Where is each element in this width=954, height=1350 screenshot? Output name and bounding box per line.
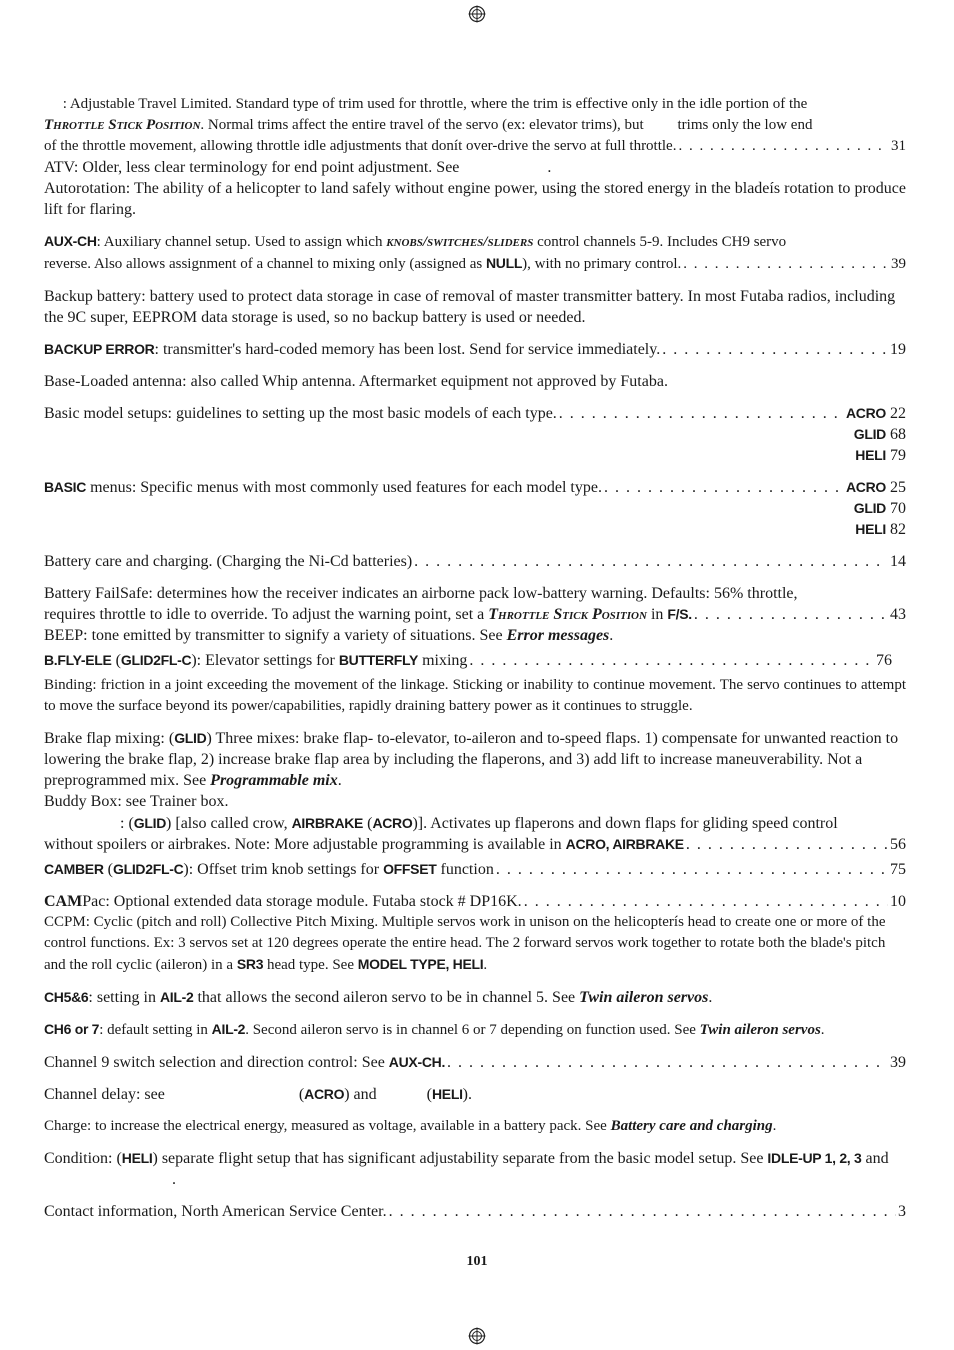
entry-ch67	[44, 1019, 906, 1041]
bfly-page: 76	[876, 652, 892, 669]
ch56-tail: .	[708, 989, 713, 1006]
dot-leader	[662, 339, 888, 360]
entry-aux-ch	[44, 231, 906, 275]
entry-ccpm	[44, 912, 906, 976]
entry-atv	[44, 157, 906, 178]
aux-ch-null: NULL	[486, 255, 523, 271]
charge-tail: .	[772, 1118, 777, 1134]
binding-text: Binding: friction in a joint exceeding the movement of the linkage. Sticking or inability to continue movement. The servo continues to attempt to move the surface beyond its power/capabilities, rapidly draining battery power as it continues to struggle.	[44, 677, 906, 714]
battery-failsafe-in: in	[646, 606, 668, 623]
contact-text: Contact information, North American Service Center.	[44, 1203, 387, 1220]
ail2-term: AIL-2	[159, 989, 194, 1005]
page-ref: 25	[890, 479, 906, 496]
bfly-text2: mixing	[418, 652, 468, 669]
failsafe-term: F/S.	[667, 606, 692, 622]
entry-contact	[44, 1201, 906, 1222]
airbrake-term: AIRBRAKE	[291, 815, 364, 831]
battery-failsafe-line2: requires throttle to idle to override. To adjust the warning point, set a	[44, 606, 489, 623]
model-type-glid: GLID	[853, 426, 886, 442]
aux-ch-ref-knobs: knobs/switches/sliders	[386, 234, 534, 250]
aux-ch-page: 39	[891, 256, 906, 272]
model-type-acro: ACRO	[845, 405, 886, 421]
butterfly-paren: (	[363, 815, 373, 832]
camber-term: CAMBER	[44, 861, 104, 877]
butterfly-line2: without spoilers or airbrakes. Note: More adjustable programming is available in	[44, 836, 566, 853]
entry-basic-menus	[44, 477, 906, 540]
brake-flap-ref: Programmable mix	[210, 772, 338, 789]
dot-leader	[414, 551, 888, 572]
entry-beep	[44, 625, 906, 646]
dot-leader	[524, 891, 888, 912]
model-type-heli: HELI	[855, 447, 886, 463]
bfly-text: ): Elevator settings for	[191, 652, 339, 669]
ch67-tail: .	[820, 1022, 825, 1038]
autorotation-text: Autorotation: The ability of a helicopter to land safely without engine power, using the stored energy in the bladeís rotation to produce lift for flaring.	[44, 180, 906, 218]
buddy-box-text: Buddy Box: see Trainer box.	[44, 793, 229, 810]
beep-text: BEEP: tone emitted by transmitter to signify a variety of situations. See	[44, 627, 507, 644]
butterfly-text: ) [also called crow,	[166, 815, 292, 832]
entry-bfly-ele	[44, 650, 892, 671]
aux-ch-ref: AUX-CH.	[388, 1054, 446, 1070]
entry-buddy-box	[44, 791, 906, 812]
bfly-term: B.FLY-ELE	[44, 652, 112, 668]
condition-tail: .	[172, 1171, 176, 1188]
model-type-heli: HELI	[431, 1086, 463, 1102]
entry-base-loaded	[44, 371, 906, 392]
camber-text2: function	[436, 861, 494, 878]
idle-up-term: IDLE-UP 1, 2, 3	[767, 1150, 862, 1166]
camber-open: (	[103, 861, 113, 878]
atv-text: ATV: Older, less clear terminology for end point adjustment. See	[44, 159, 460, 176]
atl-line1: : Adjustable Travel Limited. Standard type of trim used for throttle, where the trim is effective only in the idle portion of the	[62, 96, 808, 112]
entry-backup-battery	[44, 286, 906, 328]
entry-atl	[44, 94, 906, 157]
battery-care-text: Battery care and charging. (Charging the Ni-Cd batteries)	[44, 553, 413, 570]
model-type-acro: ACRO	[845, 479, 886, 495]
battery-failsafe-page: 43	[890, 606, 906, 623]
entry-battery-failsafe	[44, 583, 906, 625]
atl-page: 31	[891, 138, 906, 154]
entry-basic-model-setups	[44, 403, 906, 466]
delay-text: Channel delay: see	[44, 1086, 165, 1103]
beep-tail: .	[609, 627, 614, 644]
brake-flap-text: Brake flap mixing: (	[44, 730, 175, 747]
brake-flap-tail: .	[337, 772, 342, 789]
dot-leader	[447, 1052, 888, 1073]
offset-term: OFFSET	[383, 861, 437, 877]
aux-ch-term: AUX-CH	[44, 233, 97, 249]
ccpm-tail: .	[483, 957, 488, 973]
model-type-glid: GLID	[174, 730, 207, 746]
ccpm-text2: head type. See	[263, 957, 358, 973]
aux-ch-text3: reverse. Also allows assignment of a channel to mixing only (assigned as	[44, 256, 486, 272]
dot-leader	[559, 403, 844, 424]
glossary-index	[44, 94, 906, 1233]
model-type-heli: HELI	[855, 521, 886, 537]
entry-condition	[44, 1148, 906, 1190]
campac-page: 10	[890, 893, 906, 910]
ch56-text2: that allows the second aileron servo to be in channel 5. See	[193, 989, 580, 1006]
base-loaded-text: Base-Loaded antenna: also called Whip antenna. Aftermarket equipment not approved by Futaba.	[44, 373, 668, 390]
dot-leader	[694, 604, 888, 625]
ccpm-text: CCPM: Cyclic (pitch and roll) Collective Pitch Mixing. Multiple servos work in unison on the helicopterís head to create one or more of the control functions. Ex: 3 servos set at 120 degrees operate the entire head. The 2 forward servos work together to rotate both the blade's pitch and the roll cyclic (aileron) in a	[44, 914, 886, 973]
dot-leader	[686, 834, 888, 855]
ch67-term: CH6 or 7	[44, 1021, 100, 1037]
camber-text: ): Offset trim knob settings for	[183, 861, 384, 878]
dot-leader	[604, 477, 844, 498]
atl-ref-throttle-stick-position: Throttle Stick Position	[44, 117, 201, 133]
dot-leader	[389, 1201, 896, 1222]
aux-ch-text2: control channels 5-9. Includes CH9 servo	[533, 234, 787, 250]
page-ref: 68	[890, 426, 906, 443]
basic-setups-text: Basic model setups: guidelines to setting up the most basic models of each type.	[44, 405, 557, 422]
butterfly-term: BUTTERFLY	[338, 652, 419, 668]
butterfly-open: : (	[120, 815, 134, 832]
backup-error-term: BACKUP ERROR	[44, 341, 155, 357]
charge-ref: Battery care and charging	[610, 1118, 773, 1134]
registration-mark-icon	[468, 1327, 486, 1345]
entry-butterfly	[44, 813, 906, 855]
dot-leader	[678, 136, 889, 157]
page-number: 101	[466, 1254, 488, 1269]
battery-failsafe-line1: Battery FailSafe: determines how the receiver indicates an airborne pack low-battery warning. Defaults: 56% throttle,	[44, 585, 798, 602]
entry-brake-flap	[44, 728, 906, 791]
atl-line3: of the throttle movement, allowing throttle idle adjustments that donít over-drive the servo at full throttle.	[44, 138, 677, 154]
ch56-ref: Twin aileron servos	[579, 989, 709, 1006]
entry-charge	[44, 1116, 906, 1137]
basic-menus-text: menus: Specific menus with most commonly used features for each model type.	[86, 479, 602, 496]
ch9-page: 39	[890, 1054, 906, 1071]
backup-battery-text: Backup battery: battery used to protect data storage in case of removal of master transmitter battery. In most Futaba radios, including the 9C super, EEPROM data storage is used, so no backup battery is used or needed.	[44, 288, 896, 326]
entry-battery-care	[44, 551, 906, 572]
basic-term: BASIC	[44, 479, 87, 495]
model-type-acro: ACRO	[372, 815, 413, 831]
registration-mark-icon	[468, 5, 486, 23]
entry-backup-error	[44, 339, 906, 360]
cam-term: CAM	[44, 893, 83, 910]
ch67-text: : default setting in	[99, 1022, 212, 1038]
entry-campac	[44, 891, 906, 912]
condition-text2: ) separate flight setup that has significant adjustability separate from the basic model setup. See	[152, 1150, 768, 1167]
entry-ch56	[44, 987, 906, 1008]
entry-channel-delay: Channel delay: see (ACRO) and (HELI).	[44, 1086, 472, 1103]
ch9-text: Channel 9 switch selection and direction control: See	[44, 1054, 389, 1071]
camber-page: 75	[890, 861, 906, 878]
backup-error-text: : transmitter's hard-coded memory has been lost. Send for service immediately.	[154, 341, 661, 358]
condition-text: Condition: (	[44, 1150, 122, 1167]
model-type-acro: ACRO	[304, 1086, 345, 1102]
atl-line2: . Normal trims affect the entire travel of the servo (ex: elevator trims), but	[200, 117, 648, 133]
entry-binding	[44, 675, 906, 717]
aux-ch-text1: : Auxiliary channel setup. Used to assign which	[96, 234, 387, 250]
delay-text2: ) and	[344, 1086, 377, 1103]
atv-tail: .	[547, 159, 552, 176]
page-ref: 22	[890, 405, 906, 422]
backup-error-page: 19	[890, 341, 906, 358]
entry-camber	[44, 859, 906, 880]
atl-line2b: trims only the low end	[677, 117, 813, 133]
dot-leader	[683, 254, 889, 275]
butterfly-text2: )]. Activates up flaperons and down flaps for gliding speed control	[412, 815, 838, 832]
dot-leader	[469, 650, 874, 671]
ref-throttle-stick-position: Throttle Stick Position	[488, 606, 647, 623]
ch67-ref: Twin aileron servos	[699, 1022, 821, 1038]
entry-autorotation	[44, 178, 906, 220]
entry-channel-9	[44, 1052, 906, 1073]
campac-text: Pac: Optional extended data storage module. Futaba stock # DP16K.	[82, 893, 522, 910]
ch56-term: CH5&6	[44, 989, 89, 1005]
model-type-glid2fl-c: GLID2FL-C	[112, 861, 184, 877]
page-ref: 79	[890, 447, 906, 464]
model-type-glid: GLID	[133, 815, 167, 831]
model-type-glid2fl-c: GLID2FL-C	[120, 652, 192, 668]
ail2-term: AIL-2	[211, 1021, 246, 1037]
aux-ch-text4: ), with no primary control.	[522, 256, 682, 272]
ch67-text2: . Second aileron servo is in channel 6 or 7 depending on function used. See	[245, 1022, 700, 1038]
model-type-heli: HELI	[121, 1150, 153, 1166]
condition-and: and	[861, 1150, 889, 1167]
model-type-glid: GLID	[853, 500, 886, 516]
dot-leader	[496, 859, 888, 880]
ch56-text: : setting in	[88, 989, 160, 1006]
delay-tail: ).	[462, 1086, 472, 1103]
model-type-heli-ref: MODEL TYPE, HELI	[357, 956, 484, 972]
butterfly-page: 56	[890, 836, 906, 853]
page-ref: 82	[890, 521, 906, 538]
page-ref: 70	[890, 500, 906, 517]
contact-page: 3	[898, 1203, 906, 1220]
bfly-open: (	[111, 652, 121, 669]
beep-ref: Error messages	[506, 627, 610, 644]
brake-flap-text2: ) Three mixes: brake flap- to-elevator, to-aileron and to-speed flaps. 1) compensate for unwanted reaction to lowering the brake flap, 2) increase brake flap area by including the flaperons, and 3) add lift to increase maneuverability. Not a preprogrammed mix. See	[44, 730, 899, 789]
acro-airbrake-ref: ACRO, AIRBRAKE	[565, 836, 684, 852]
sr3-term: SR3	[236, 956, 264, 972]
battery-care-page: 14	[890, 553, 906, 570]
charge-text: Charge: to increase the electrical energy, measured as voltage, available in a battery pack. See	[44, 1118, 611, 1134]
